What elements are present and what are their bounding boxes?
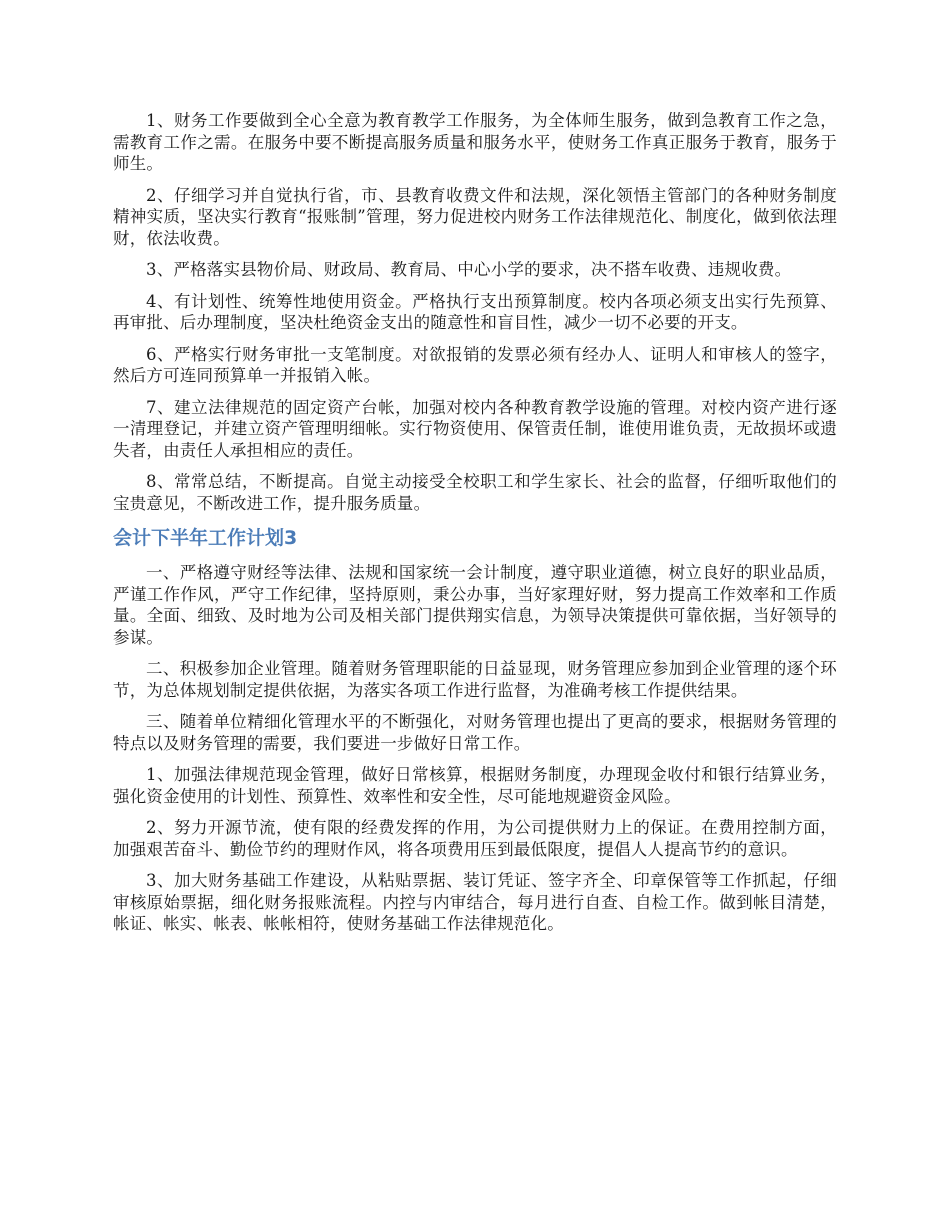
paragraph-section2-2: 二、积极参加企业管理。随着财务管理职能的日益显现，财务管理应参加到企业管理的逐个环节，为总体规划制定提供依据，为落实各项工作进行监督，为准确考核工作提供结果。 bbox=[113, 659, 837, 700]
document-page bbox=[113, 110, 837, 945]
paragraph-2: 2、仔细学习并自觉执行省，市、县教育收费文件和法规，深化领悟主管部门的各种财务制度精神实质，坚决实行教育“报账制”管理，努力促进校内财务工作法律规范化、制度化，做到依法理财，依法收费。 bbox=[113, 185, 837, 248]
paragraph-section2-1: 一、严格遵守财经等法律、法规和国家统一会计制度，遵守职业道德，树立良好的职业品质，严谨工作作风，严守工作纪律，坚持原则，秉公办事，当好家理好财，努力提高工作效率和工作质量。全面、细致、及时地为公司及相关部门提供翔实信息，为领导决策提供可靠依据，当好领导的参谋。 bbox=[113, 563, 837, 647]
paragraph-section2-4: 1、加强法律规范现金管理，做好日常核算，根据财务制度，办理现金收付和银行结算业务，强化资金使用的计划性、预算性、效率性和安全性，尽可能地规避资金风险。 bbox=[113, 765, 837, 806]
paragraph-section2-3: 三、随着单位精细化管理水平的不断强化，对财务管理也提出了更高的要求，根据财务管理的特点以及财务管理的需要，我们要进一步做好日常工作。 bbox=[113, 712, 837, 753]
paragraph-section2-5: 2、努力开源节流，使有限的经费发挥的作用，为公司提供财力上的保证。在费用控制方面，加强艰苦奋斗、勤俭节约的理财作风，将各项费用压到最低限度，提倡人人提高节约的意识。 bbox=[113, 818, 837, 859]
paragraph-6: 6、严格实行财务审批一支笔制度。对欲报销的发票必须有经办人、证明人和审核人的签字，然后方可连同预算单一并报销入帐。 bbox=[113, 344, 837, 385]
paragraph-section2-6: 3、加大财务基础工作建设，从粘贴票据、装订凭证、签字齐全、印章保管等工作抓起，仔细审核原始票据，细化财务报账流程。内控与内审结合，每月进行自查、自检工作。做到帐目清楚，帐证、帐实、帐表、帐帐相符，使财务基础工作法律规范化。 bbox=[113, 871, 837, 933]
paragraph-3: 3、严格落实县物价局、财政局、教育局、中心小学的要求，决不搭车收费、违规收费。 bbox=[146, 260, 792, 279]
section-heading: 会计下半年工作计划3 bbox=[113, 527, 298, 549]
paragraph-4: 4、有计划性、统筹性地使用资金。严格执行支出预算制度。校内各项必须支出实行先预算、再审批、后办理制度，坚决杜绝资金支出的随意性和盲目性，减少一切不必要的开支。 bbox=[113, 291, 837, 332]
paragraph-1: 1、财务工作要做到全心全意为教育教学工作服务，为全体师生服务，做到急教育工作之急，需教育工作之需。在服务中要不断提高服务质量和服务水平，使财务工作真正服务于教育，服务于师生。 bbox=[113, 111, 837, 173]
paragraph-7: 7、建立法律规范的固定资产台帐，加强对校内各种教育教学设施的管理。对校内资产进行逐一清理登记，并建立资产管理明细帐。实行物资使用、保管责任制，谁使用谁负责，无故损坏或遗失者，由责任人承担相应的责任。 bbox=[113, 397, 837, 460]
paragraph-8: 8、常常总结，不断提高。自觉主动接受全校职工和学生家长、社会的监督，仔细听取他们的宝贵意见，不断改进工作，提升服务质量。 bbox=[113, 472, 837, 513]
